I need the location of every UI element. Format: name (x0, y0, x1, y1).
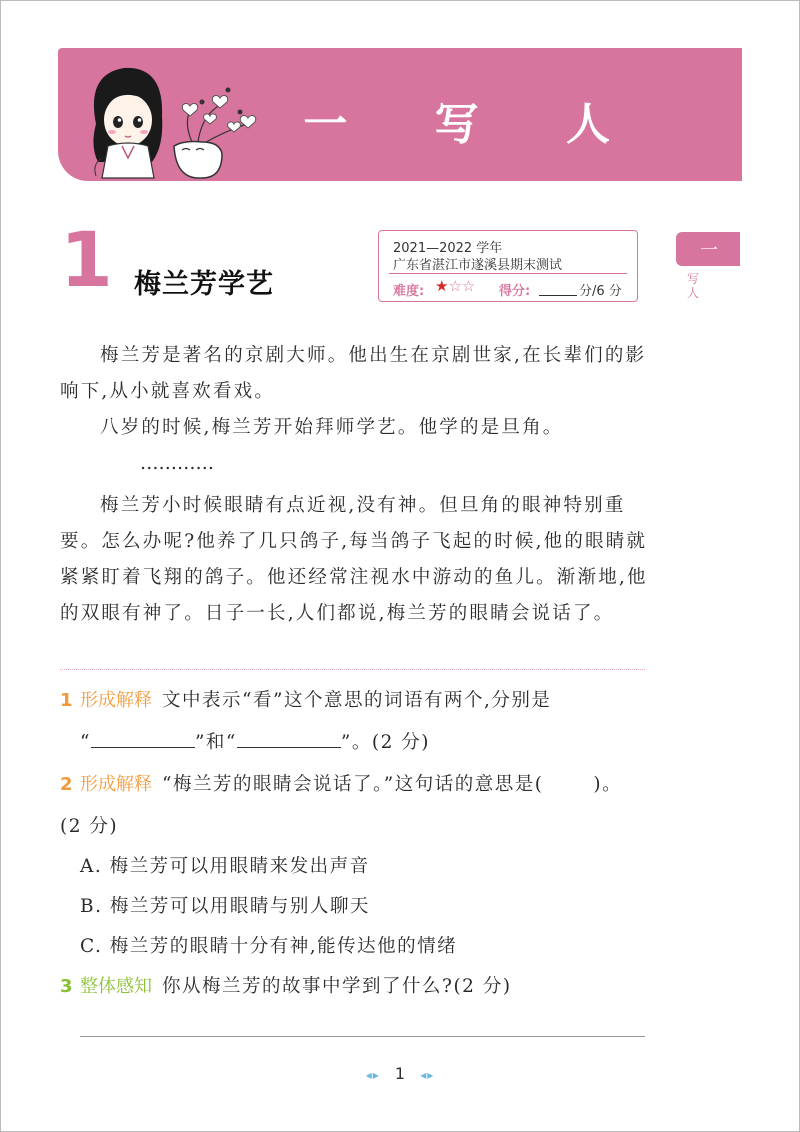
score-total: 分/6 分 (579, 284, 622, 299)
side-label-char: 人 (686, 286, 699, 300)
girl-with-flowers-illustration (72, 54, 262, 180)
middle-text: ”和“ (194, 732, 237, 753)
side-label-char: 写 (686, 272, 699, 286)
passage-paragraph-2: 八岁的时候,梅兰芳开始拜师学艺。他学的是旦角。 (100, 417, 564, 438)
lesson-title: 梅兰芳学艺 (134, 269, 274, 300)
question-2-points: (2 分) (60, 816, 119, 837)
star-filled-icon: ★ (435, 277, 449, 295)
option-a[interactable]: A. 梅兰芳可以用眼睛来发出声音 (80, 856, 370, 877)
page-number-decoration-icon: ◂▸ (420, 1068, 435, 1082)
answer-blank-1[interactable] (91, 731, 195, 748)
star-empty-icon: ☆ (448, 277, 462, 295)
question-1 (60, 686, 660, 712)
side-chapter-label (686, 272, 700, 300)
question-text: “梅兰芳的眼睛会说话了。”这句话的意思是( (162, 774, 544, 795)
chapter-banner (58, 48, 742, 181)
answer-line[interactable] (80, 1036, 645, 1037)
question-number: 2 (60, 774, 75, 795)
question-text: 文中表示“看”这个意思的词语有两个,分别是 (162, 690, 552, 711)
question-1-blanks (80, 728, 430, 754)
chapter-title: 一 写 人 (303, 99, 646, 150)
question-tag: 形成解释 (80, 690, 153, 711)
star-empty-icon: ☆ (461, 277, 476, 295)
score-label: 得分: (499, 284, 531, 299)
question-tag: 整体感知 (80, 976, 153, 997)
side-tab-label: 一 (700, 240, 718, 261)
exam-info-box (378, 230, 638, 302)
exam-source: 广东省湛江市遂溪县期末测试 (393, 258, 563, 273)
lesson-number: 1 (60, 215, 113, 304)
end-text: ”。(2 分) (340, 732, 430, 753)
passage-ellipsis: ………… (140, 453, 214, 474)
open-quote: “ (80, 732, 91, 753)
dotted-divider (60, 669, 645, 670)
reading-passage (60, 338, 650, 632)
question-3 (60, 972, 660, 998)
question-number: 1 (60, 690, 75, 711)
side-chapter-tab (676, 232, 740, 266)
passage-paragraph-3: 梅兰芳小时候眼睛有点近视,没有神。但旦角的眼神特别重要。怎么办呢?他养了几只鸽子,每当鸽子飞起的时候,他的眼睛就紧紧盯着飞翔的鸽子。他还经常注视水中游动的鱼儿。渐渐地,他的双眼有神了。日子一长,人们都说,梅兰芳的眼睛会说话了。 (60, 495, 648, 624)
passage-paragraph-1: 梅兰芳是著名的京剧大师。他出生在京剧世家,在长辈们的影响下,从小就喜欢看戏。 (60, 345, 647, 402)
page-number: 1 (394, 1064, 406, 1083)
answer-blank-2[interactable] (237, 731, 341, 748)
question-text: 你从梅兰芳的故事中学到了什么?(2 分) (162, 976, 512, 997)
info-divider (389, 273, 627, 274)
option-b[interactable]: B. 梅兰芳可以用眼睛与别人聊天 (80, 896, 370, 917)
difficulty-stars (435, 277, 475, 295)
paren-close: )。 (593, 774, 623, 795)
exam-year: 2021—2022 学年 (393, 241, 503, 256)
page-number-decoration-icon: ◂▸ (365, 1068, 380, 1082)
page-footer (0, 1064, 800, 1083)
option-c[interactable]: C. 梅兰芳的眼睛十分有神,能传达他的情绪 (80, 936, 458, 957)
question-2 (60, 770, 660, 796)
question-number: 3 (60, 976, 75, 997)
score-blank[interactable] (539, 280, 577, 296)
question-tag: 形成解释 (80, 774, 153, 795)
difficulty-label: 难度: (393, 284, 425, 299)
